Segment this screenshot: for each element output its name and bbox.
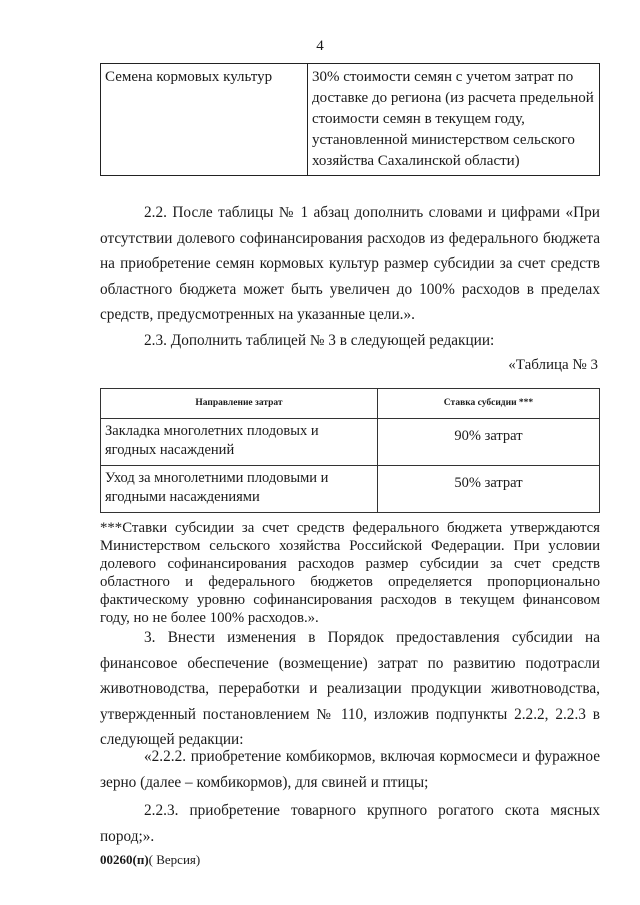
footnote: ***Ставки субсидии за счет средств федерального бюджета утверждаются Министерством сельского хозяйства Российской Федерации. При условии долевого софинансирования расходов размер субсидии за счет средств областного и федерального бюджетов определяется пропорционально фактическому уровню софинансирования расходов в текущем финансовом году, но не более 100% расходов.». — [100, 520, 600, 626]
document-version: ( Версия) — [148, 852, 201, 867]
table-cell-direction: Закладка многолетних плодовых и ягодных насаждений — [101, 419, 378, 466]
paragraph-3: 3. Внести изменения в Порядок предоставления субсидии на финансовое обеспечение (возмещение) затрат по развитию подотрасли животноводства, переработки и реализации продукции животноводства, утвержденный постановлением № 110, изложив подпункты 2.2.2, 2.2.3 в следующей редакции: — [100, 629, 600, 748]
table-cell-rate: 30% стоимости семян с учетом затрат по доставке до региона (из расчета предельной стоимости семян в текущем году, установленной министерством сельского хозяйства Сахалинской области) — [308, 64, 600, 176]
column-header-rate: Ставка субсидии *** — [378, 389, 600, 419]
table-cell-direction: Уход за многолетними плодовыми и ягодными насаждениями — [101, 466, 378, 513]
subsidy-table-1 — [100, 63, 600, 176]
table-3-caption: «Таблица № 3 — [508, 357, 598, 373]
paragraph-2-2-2: «2.2.2. приобретение комбикормов, включая кормосмеси и фуражное зерно (далее – комбикормов), для свиней и птицы; — [100, 748, 600, 791]
table-header-row — [101, 389, 600, 419]
table-cell-rate: 90% затрат — [378, 419, 600, 466]
document-footer — [100, 852, 200, 868]
paragraph-2-3: 2.3. Дополнить таблицей № 3 в следующей редакции: — [144, 332, 495, 349]
table-cell-category: Семена кормовых культур — [101, 64, 308, 176]
table-row — [101, 466, 600, 513]
paragraph-2-2-3: 2.2.3. приобретение товарного крупного рогатого скота мясных пород;». — [100, 802, 600, 845]
table-cell-rate: 50% затрат — [378, 466, 600, 513]
table-row — [101, 419, 600, 466]
column-header-direction: Направление затрат — [101, 389, 378, 419]
subsidy-table-3 — [100, 388, 600, 513]
table-row — [101, 64, 600, 176]
paragraph-2-2: 2.2. После таблицы № 1 абзац дополнить словами и цифрами «При отсутствии долевого софинансирования расходов из федерального бюджета на приобретение семян кормовых культур размер субсидии за счет средств областного бюджета может быть увеличен до 100% расходов в пределах средств, предусмотренных на указанные цели.». — [100, 204, 600, 323]
document-code: 00260(п) — [100, 852, 149, 867]
page-number: 4 — [316, 38, 324, 54]
